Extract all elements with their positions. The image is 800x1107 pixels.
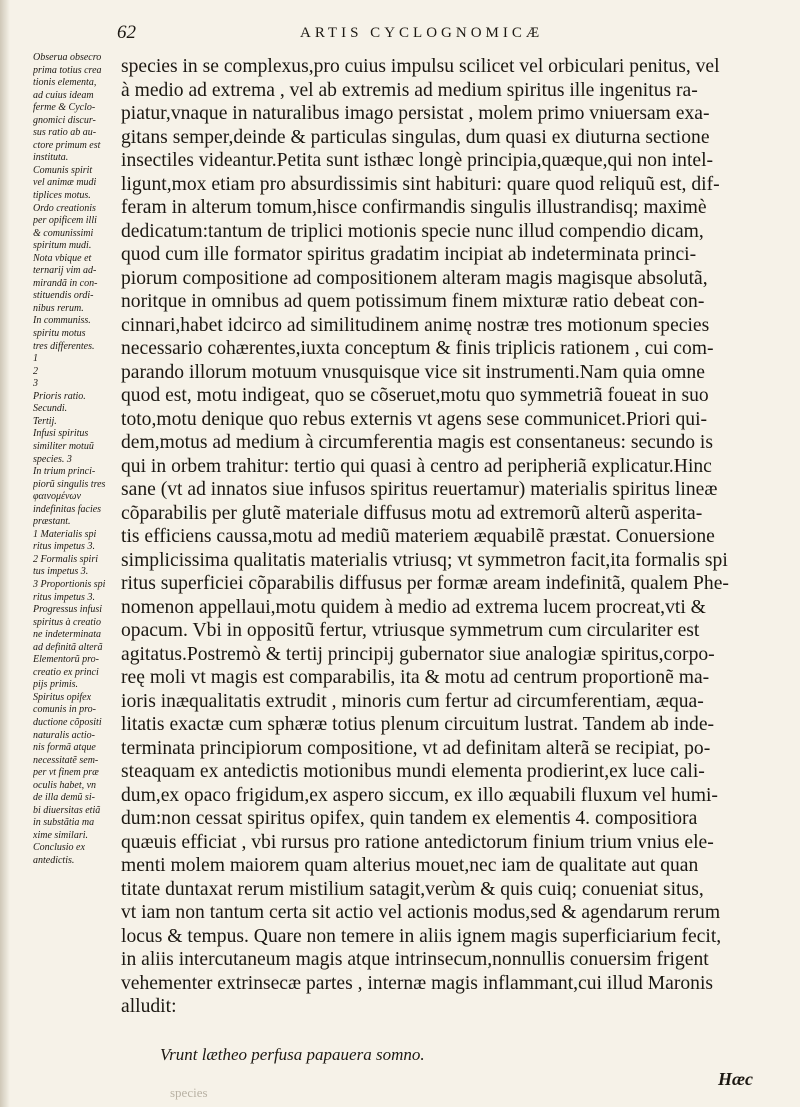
text-line: agitatus.Postremò & tertij principij gubernator siue analogiæ spiritus,corpo-	[121, 643, 715, 665]
margin-note-line: ad cuius ideam	[33, 89, 94, 101]
margin-note-line: stituendis ordi-	[33, 290, 94, 302]
margin-note-line: de illa demũ si-	[33, 792, 95, 804]
margin-note-line: antedictis.	[33, 855, 75, 866]
margin-note-line: Tertij.	[33, 415, 57, 427]
margin-note-line: Elementorũ pro-	[33, 654, 100, 666]
margin-note-line: comunis in pro-	[33, 704, 96, 716]
margin-note-line: In trium princi-	[33, 466, 96, 478]
margin-note-line: φαινομένων	[33, 491, 81, 503]
margin-note-line: similiter motuũ	[33, 440, 94, 452]
text-line: noritque in omnibus ad quem potissimum finem mixturæ ratio debeat con-	[121, 291, 705, 312]
text-line: titate duntaxat rerum mistilium satagit,verùm & quis cuiq; conueniat situs,	[121, 878, 704, 900]
text-line: menti molem maiorem quam alterius mouet,nec iam de qualitate aut quan	[121, 855, 699, 876]
margin-note-line: spiritum mudi.	[33, 240, 92, 252]
text-line: à medio ad extrema , vel ab extremis ad medium spiritus ille ingenitus ra-	[121, 79, 698, 101]
margin-note-line: Progressus infusi	[33, 604, 102, 616]
text-line: dum,ex opaco frigidum,ex aspero siccum, ex illo æquabili fluxum vel humi-	[121, 784, 718, 806]
margin-note-line: xime similari.	[33, 829, 88, 841]
text-line: quod est, motu indigeat, quo se cõseruet,motu quo symmetriã foueat in suo	[121, 385, 709, 406]
page-edge-shadow	[0, 0, 10, 1107]
margin-note-line: gnomici discur-	[33, 114, 96, 126]
main-text	[121, 55, 771, 1019]
page-header	[0, 22, 800, 48]
text-line: tis efficiens caussa,motu ad mediũ materiem æquabilẽ præstat. Conuersione	[121, 526, 715, 547]
verse-quotation: Vrunt lætheo perfusa papauera somno.	[160, 1045, 425, 1064]
text-line: parando illorum motuum vnusquisque vice sit instrumenti.Nam quia omne	[121, 361, 705, 383]
margin-note-line: ductione cõpositi	[33, 716, 102, 728]
margin-note-line: instituta.	[33, 152, 69, 164]
margin-note-line: ne indeterminata	[33, 629, 102, 641]
text-line: locus & tempus. Quare non temere in aliis ignem magis superficiarium fecit,	[121, 925, 722, 947]
text-line: opacum. Vbi in oppositũ fertur, vtriusque symmetrum cum circulariter est	[121, 620, 700, 641]
margin-note-line: indefinitas facies	[33, 503, 102, 515]
margin-note-line: nis formã atque	[33, 742, 96, 754]
margin-note-line: vel animæ mudi	[33, 177, 97, 189]
margin-note-line: ctore primum est	[33, 139, 101, 151]
catchword: Hæc	[718, 1069, 753, 1089]
margin-note-line: 2	[33, 365, 38, 377]
running-head: ARTIS CYCLOGNOMICÆ	[300, 25, 544, 41]
margin-note-line: in substãtia ma	[33, 817, 95, 829]
margin-note-line: præstant.	[33, 516, 71, 528]
text-line: toto,motu denique quo rebus externis vt agens sese communicet.Priori qui-	[121, 408, 708, 430]
margin-note-line: In communiss.	[33, 315, 91, 327]
margin-note-line: species. 3	[33, 453, 72, 465]
margin-note-line: oculis habet, vn	[33, 779, 97, 791]
text-line: sane (vt ad innatos siue infusos spiritus reuertamur) materialis spiritus lineæ	[121, 479, 718, 500]
text-line: feram in alterum tomum,hisce confirmandis singulis illustrandisq; maximè	[121, 197, 707, 218]
margin-note-line: pijs primis.	[33, 679, 79, 691]
margin-note-line: tus impetus 3.	[33, 566, 89, 578]
margin-note-line: 1 Materialis spi	[33, 528, 97, 540]
margin-note-line: tiplices motus.	[33, 190, 91, 202]
margin-note-line: ritus impetus 3.	[33, 591, 95, 603]
text-line: litatis exactæ cum sphæræ totius plenum circuitum lustrat. Tandem ab inde-	[121, 714, 715, 735]
margin-note-line: ad definitã alterã	[33, 641, 103, 653]
margin-note-line: 1	[33, 353, 38, 365]
text-line: insectiles videantur.Petita sunt isthæc longè principia,quæque,qui non intel-	[121, 150, 714, 171]
text-line: dem,motus ad medium à circumferentia magis est consentaneus: secundo is	[121, 432, 714, 453]
text-line: piorum compositione ad compositionem alteram magis magisque absolutã,	[121, 267, 708, 289]
margin-note-line: 2 Formalis spiri	[33, 553, 99, 565]
margin-note-line: Infusi spiritus	[33, 428, 89, 440]
text-line: alludit:	[121, 996, 177, 1017]
margin-note-line: tres differentes.	[33, 340, 95, 352]
margin-note-line: ferme & Cyclo-	[33, 102, 96, 114]
margin-note-line: creatio ex princi	[33, 666, 99, 678]
margin-note-line: 3	[33, 378, 38, 390]
margin-note-line: Obserua obsecro	[33, 52, 102, 63]
margin-notes	[33, 52, 119, 868]
margin-note-line: piorũ singulis tres	[33, 478, 106, 490]
margin-note-line: tionis elementa,	[33, 77, 97, 89]
margin-note-line: Nota vbique et	[33, 252, 92, 264]
text-line: vehementer extrinsecæ partes , internæ magis inflammant,cui illud Maronis	[121, 972, 714, 994]
margin-note-line: naturalis actio-	[33, 729, 95, 741]
margin-note-line: 3 Proportionis spi	[33, 578, 106, 590]
text-line: nomenon appellaui,motu quidem à medio ad extrema lucem procreat,vti &	[121, 596, 706, 618]
margin-note-line: ternarij vim ad-	[33, 265, 97, 277]
margin-note-line: spiritus à creatio	[33, 616, 101, 628]
text-line: gitans semper,deinde & particulas singulas, dum quasi ex diuturna sectione	[121, 126, 710, 148]
margin-note-line: Comunis spirit	[33, 164, 93, 176]
text-line: ioris inæqualitatis extrudit , minoris cum fertur ad circumferentiam, æqua-	[121, 690, 704, 712]
margin-note-line: mirandã in con-	[33, 277, 98, 289]
margin-note-line: per vt finem præ	[33, 767, 99, 779]
margin-note-line: Ordo creationis	[33, 202, 96, 214]
text-line: in aliis intercutaneum magis atque intrinsecum,nonnullis conuersim frigent	[121, 949, 709, 970]
margin-note-line: necessitatẽ sem-	[33, 754, 99, 766]
text-line: simplicissima qualitatis materialis vtriusq; vt symmetron facit,ita formalis spi	[121, 549, 728, 571]
margin-note-line: per opificem illi	[33, 215, 97, 227]
text-line: cõparabilis per glutẽ materiale diffusus motu ad extremorũ alterũ asperita-	[121, 502, 703, 524]
margin-note-line: sus ratio ab au-	[33, 127, 97, 139]
text-line: vt iam non tantum certa sit actio vel actionis modus,sed & agendarum rerum	[121, 902, 721, 923]
text-line: piatur,vnaque in naturalibus imago persistat , molem primo vniuersam exa-	[121, 103, 710, 124]
margin-note-line: nibus rerum.	[33, 302, 84, 314]
text-line: necessario cohærentes,iuxta conceptum & finis triplicis rationem , cui com-	[121, 338, 714, 359]
text-line: cinnari,habet idcirco ad similitudinem animę nostræ tres motionum species	[121, 314, 710, 336]
margin-note-line: Prioris ratio.	[33, 390, 86, 402]
margin-note-line: Conclusio ex	[33, 842, 85, 854]
show-through-text: species	[170, 1085, 208, 1100]
text-line: qui in orbem trahitur: tertio qui quasi à centro ad peripheriã explicatur.Hinc	[121, 455, 712, 477]
text-line: dum:non cessat spiritus opifex, quin tandem ex elementis 4. compositiora	[121, 808, 698, 829]
text-line: ligunt,mox etiam pro absurdissimis sint habituri: quare quod reliquũ est, dif-	[121, 173, 720, 195]
text-line: species in se complexus,pro cuius impulsu scilicet vel orbiculari penitus, vel	[121, 56, 720, 77]
text-line: quæuis efficiat , vbi rursus pro ratione antedictorum finium trium vnius ele-	[121, 831, 714, 853]
text-line: ritus superficiei cõparabilis diffusus per formæ aream indefinitã, qualem Phe-	[121, 573, 729, 594]
text-line: dedicatum:tantum de triplici motionis specie nunc illud compendio dicam,	[121, 220, 704, 242]
margin-note-line: bi diuersitas etiã	[33, 804, 101, 816]
page-number: 62	[117, 22, 136, 43]
margin-note-line: ritus impetus 3.	[33, 541, 95, 553]
margin-note-line: Secundi.	[33, 403, 68, 415]
text-line: terminata principiorum compositione, vt ad definitam alterã se recipiat, po-	[121, 737, 711, 759]
text-line: steaquam ex antedictis motionibus mundi elementa prodierint,ex luce cali-	[121, 761, 705, 782]
margin-note-line: spiritu motus	[33, 328, 86, 340]
margin-note-line: Spiritus opifex	[33, 691, 92, 703]
text-line: reę moli vt magis est comparabilis, ita & motu ad centrum proportionẽ ma-	[121, 667, 710, 688]
margin-note-line: prima totius crea	[33, 64, 102, 76]
margin-note-line: & comunissimi	[33, 227, 94, 239]
text-line: quod cum ille formator spiritus gradatim incipiat ab indeterminata princi-	[121, 244, 697, 265]
